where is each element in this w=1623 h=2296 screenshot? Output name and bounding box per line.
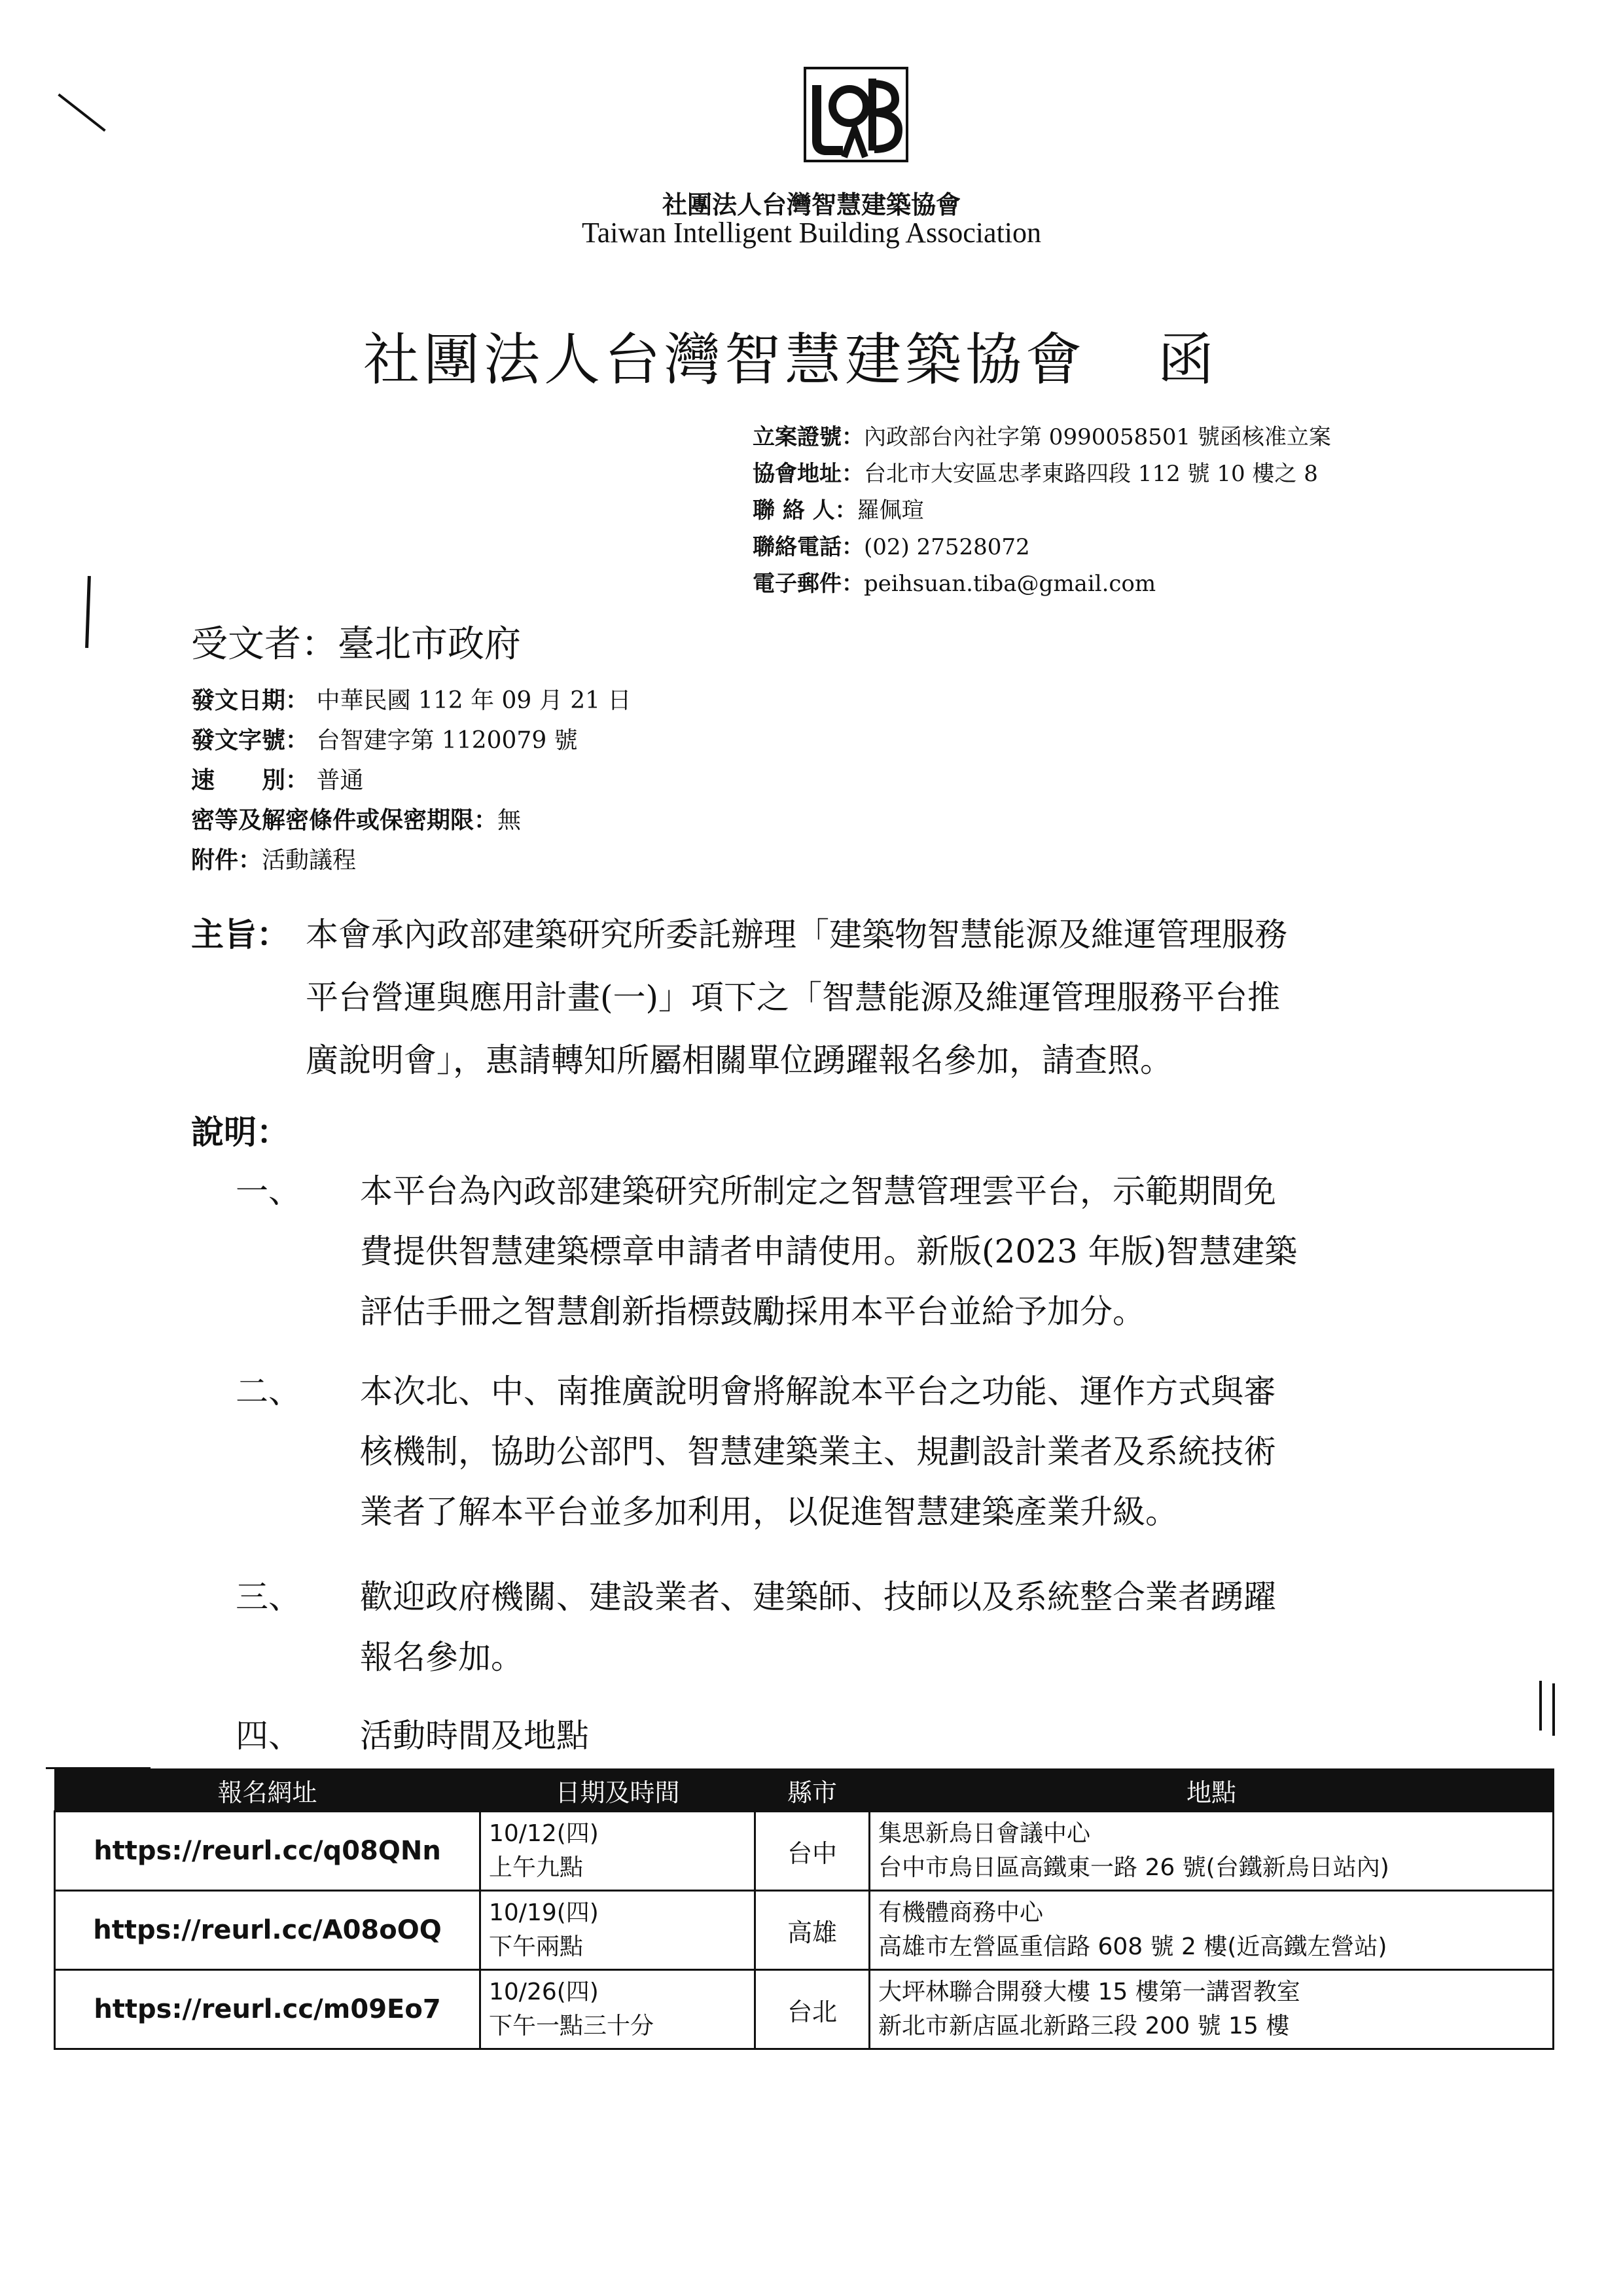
venue: 集思新烏日會議中心 (878, 1820, 1091, 1847)
item-line: 評估手冊之智慧創新指標鼓勵採用本平台並給予加分。 (360, 1293, 1145, 1331)
subject-line: 本會承內政部建築研究所委託辦理「建築物智慧能源及維運管理服務 (306, 916, 1287, 954)
time: 下午兩點 (489, 1933, 584, 1960)
item-line: 核機制，協助公部門、智慧建築業主、規劃設計業者及系統技術 (360, 1433, 1276, 1471)
schedule-table (54, 1768, 1554, 2050)
contact-label: 聯 絡 人： (753, 497, 857, 524)
explanation-label: 說明： (191, 1113, 289, 1151)
registration-link[interactable]: https://reurl.cc/A08oOQ (55, 1891, 480, 1970)
location-cell (870, 1970, 1554, 2049)
phone-label: 聯絡電話： (753, 534, 864, 560)
date: 10/26(四) (489, 1979, 599, 2005)
city-cell: 台北 (755, 1970, 870, 2049)
item-number: 三、 (236, 1578, 301, 1616)
city-cell: 台中 (755, 1812, 870, 1891)
header-url: 報名網址 (55, 1769, 480, 1812)
association-logo (804, 65, 908, 164)
doc-number-row (191, 721, 631, 761)
doc-number-label: 發文字號： (191, 726, 310, 754)
sender-info (753, 419, 1331, 602)
header-city: 縣市 (755, 1769, 870, 1812)
address: 新北市新店區北新路三段 200 號 15 樓 (878, 2013, 1290, 2039)
item-line: 業者了解本平台並多加利用，以促進智慧建築產業升級。 (360, 1493, 1178, 1531)
address-row (753, 456, 1331, 492)
item-number: 二、 (236, 1372, 301, 1410)
scan-margin-mark (46, 1767, 151, 1769)
table-row (55, 1970, 1554, 2049)
attachment-label: 附件： (191, 846, 262, 874)
issue-date-label: 發文日期： (191, 687, 310, 714)
item-line: 本次北、中、南推廣說明會將解說本平台之功能、運作方式與審 (360, 1372, 1276, 1410)
scan-margin-mark (85, 576, 91, 648)
phone-row (753, 529, 1331, 565)
document-title (363, 314, 1218, 395)
item-number: 一、 (236, 1172, 301, 1210)
org-name-en: Taiwan Intelligent Building Association (581, 217, 1042, 249)
recipient-label: 受文者： (191, 623, 338, 666)
item-line: 歡迎政府機關、建設業者、建築師、技師以及系統整合業者踴躍 (360, 1578, 1276, 1616)
item-line: 本平台為內政部建築研究所制定之智慧管理雲平台，示範期間免 (360, 1172, 1276, 1210)
subject-label: 主旨： (191, 915, 289, 954)
email-value: peihsuan.tiba@gmail.com (864, 571, 1156, 597)
datetime-cell (480, 1891, 755, 1970)
contact-row (753, 492, 1331, 529)
time: 下午一點三十分 (489, 2013, 654, 2039)
date: 10/12(四) (489, 1820, 599, 1847)
venue: 有機體商務中心 (878, 1899, 1044, 1926)
priority-label: 速 別： (191, 766, 310, 794)
priority-row (191, 761, 631, 800)
contact-value: 羅佩瑄 (857, 497, 924, 524)
address: 高雄市左營區重信路 608 號 2 樓(近高鐵左營站) (878, 1933, 1387, 1960)
table-row (55, 1812, 1554, 1891)
venue: 大坪林聯合開發大樓 15 樓第一講習教室 (878, 1979, 1300, 2005)
item-number: 四、 (236, 1717, 301, 1755)
time: 上午九點 (489, 1854, 584, 1881)
registration-value: 內政部台內社字第 0990058501 號函核准立案 (864, 424, 1331, 450)
issue-date-row (191, 681, 631, 721)
recipient (191, 615, 521, 668)
email-row (753, 565, 1331, 602)
table-row (55, 1891, 1554, 1970)
address-label: 協會地址： (753, 461, 864, 487)
scan-margin-mark (58, 94, 105, 132)
doc-number-value: 台智建字第 1120079 號 (316, 727, 578, 754)
address-value: 台北市大安區忠孝東路四段 112 號 10 樓之 8 (864, 461, 1318, 487)
document-meta (191, 681, 631, 880)
date: 10/19(四) (489, 1899, 599, 1926)
attachment-row (191, 840, 631, 880)
subject-line: 廣說明會」，惠請轉知所屬相關單位踴躍報名參加，請查照。 (306, 1041, 1173, 1079)
registration-label: 立案證號： (753, 424, 864, 450)
datetime-cell (480, 1812, 755, 1891)
classification-row (191, 800, 631, 840)
priority-value: 普通 (316, 767, 364, 794)
item-line: 費提供智慧建築標章申請者申請使用。新版(2023 年版)智慧建築 (360, 1232, 1298, 1270)
email-label: 電子郵件： (753, 571, 864, 597)
registration-row (753, 419, 1331, 456)
table-header-row (55, 1769, 1554, 1812)
document-title-org: 社團法人台灣智慧建築協會 (363, 327, 1086, 393)
classification-value: 無 (497, 807, 522, 834)
subject-line: 平台營運與應用計畫(一)」項下之「智慧能源及維運管理服務平台推 (306, 978, 1281, 1016)
attachment-value: 活動議程 (262, 847, 357, 874)
scan-margin-mark (1539, 1681, 1542, 1731)
org-name-zh: 社團法人台灣智慧建築協會 (662, 190, 961, 219)
phone-value: (02) 27528072 (864, 534, 1030, 560)
document-type: 函 (1158, 327, 1218, 393)
issue-date-value: 中華民國 112 年 09 月 21 日 (316, 687, 632, 714)
item-line: 報名參加。 (360, 1638, 524, 1676)
location-cell (870, 1812, 1554, 1891)
location-cell (870, 1891, 1554, 1970)
header-location: 地點 (870, 1769, 1554, 1812)
registration-link[interactable]: https://reurl.cc/m09Eo7 (55, 1970, 480, 2049)
item-line: 活動時間及地點 (360, 1717, 589, 1755)
address: 台中市烏日區高鐵東一路 26 號(台鐵新烏日站內) (878, 1854, 1389, 1881)
header-datetime: 日期及時間 (480, 1769, 755, 1812)
scan-margin-mark (1552, 1683, 1555, 1736)
datetime-cell (480, 1970, 755, 2049)
classification-label: 密等及解密條件或保密期限： (191, 806, 498, 834)
city-cell: 高雄 (755, 1891, 870, 1970)
registration-link[interactable]: https://reurl.cc/q08QNn (55, 1812, 480, 1891)
recipient-value: 臺北市政府 (338, 623, 521, 666)
